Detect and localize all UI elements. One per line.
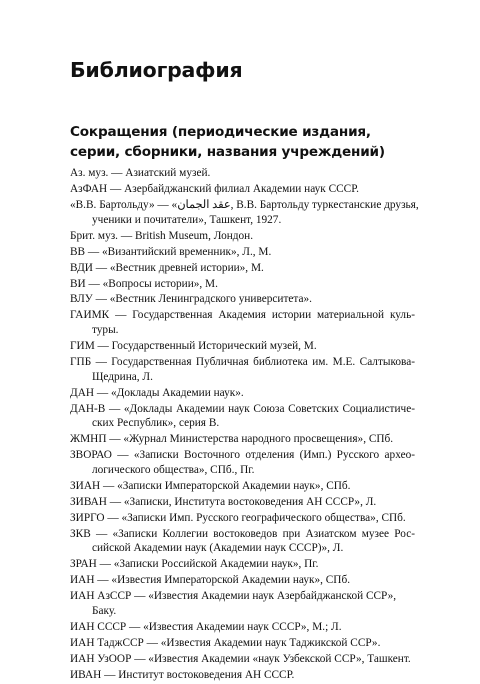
entry-line: ВИ — «Вопросы истории», М. — [70, 277, 218, 290]
entry-line: ДАН — «Доклады Академии наук». — [70, 386, 244, 399]
abbreviation-entry — [70, 620, 415, 635]
entry-line: ИАН — «Известия Императорской Академии наук», СПб. — [70, 574, 351, 587]
abbreviation-entry — [70, 479, 415, 494]
abbreviation-entry — [70, 166, 415, 181]
entry-line: Брит. муз. — British Museum, Лондон. — [70, 229, 254, 242]
abbreviation-entry — [70, 245, 415, 260]
entry-line: ЗВОРАО — «Записки Восточного отделения (Имп.) Русского археo- — [70, 449, 415, 462]
abbreviation-entry — [70, 527, 415, 556]
entry-line: «В.В. Бартольду» — «عقد الجمان, В.В. Бартольду туркестанские друзья, — [70, 198, 419, 211]
entry-line: ДАН-В — «Доклады Академии наук Союза Советских Социалистиче- — [70, 402, 415, 415]
abbreviation-entry — [70, 386, 415, 401]
entry-continuation-line: сийской Академии наук (Академии наук СССР)», Л. — [92, 542, 344, 555]
abbreviation-entry — [70, 448, 415, 477]
entry-line: ЖМНП — «Журнал Министерства народного просвещения», СПб. — [70, 433, 394, 446]
entry-line: ИАН АзССР — «Известия Академии наук Азербайджанской ССР», — [70, 590, 397, 603]
abbreviation-entry — [70, 589, 415, 618]
entry-line: ГИМ — Государственный Исторический музей, М. — [70, 340, 317, 353]
abbreviation-entry — [70, 652, 415, 667]
abbreviation-list — [70, 166, 419, 684]
abbreviation-entry — [70, 402, 415, 431]
entry-line: ВВ — «Византийский временник», Л., М. — [70, 245, 272, 258]
page-heading: Библиография — [70, 58, 243, 82]
abbreviation-entry — [70, 557, 415, 572]
abbreviation-entry — [70, 277, 415, 292]
abbreviation-entry — [70, 355, 415, 384]
abbreviation-entry — [70, 261, 415, 276]
entry-line: Аз. муз. — Азиатский музей. — [70, 167, 211, 179]
abbreviation-entry — [70, 292, 415, 307]
abbreviation-entry — [70, 668, 415, 683]
entry-line: АзФАН — Азербайджанский филиал Академии наук СССР. — [70, 182, 359, 195]
abbreviation-entry — [70, 229, 415, 244]
entry-line: ГПБ — Государственная Публичная библиотека им. М.Е. Салтыкова- — [70, 356, 415, 369]
abbreviation-entry — [70, 182, 415, 197]
abbreviation-entry — [70, 495, 415, 510]
abbreviation-entry — [70, 339, 415, 354]
entry-line: ВЛУ — «Вестник Ленинградского университета». — [70, 293, 312, 306]
entry-line: ЗРАН — «Записки Российской Академии наук», Пг. — [70, 558, 319, 571]
entry-continuation-line: логического общества», СПб., Пг. — [92, 463, 255, 476]
entry-continuation-line: ских Республик», серия В. — [92, 417, 220, 430]
entry-continuation-line: Баку. — [92, 604, 117, 617]
abbreviation-entry — [70, 308, 415, 337]
entry-line: ЗИАН — «Записки Императорской Академии наук», СПб. — [70, 479, 351, 492]
abbreviation-entry — [70, 198, 419, 227]
entry-continuation-line: ученики и почитатели», Ташкент, 1927. — [92, 213, 282, 226]
entry-line: ВДИ — «Вестник древней истории», М. — [70, 261, 264, 274]
abbreviation-entry — [70, 573, 415, 588]
abbreviation-entry — [70, 432, 415, 447]
entry-line: ИАН СССР — «Известия Академии наук СССР», М.; Л. — [70, 620, 342, 633]
entry-line: ЗИВАН — «Записки, Института востоковедения АН СССР», Л. — [70, 495, 377, 508]
entry-line: ИВАН — Институт востоковедения АН СССР. — [70, 668, 295, 681]
entry-line: ГАИМК — Государственная Академия истории материальной куль- — [70, 309, 415, 322]
entry-line: ЗКВ — «Записки Коллегии востоковедов при Азиатском музее Рос- — [70, 527, 415, 540]
entry-continuation-line: туры. — [92, 324, 119, 337]
entry-line: ЗИРГО — «Записки Имп. Русского географического общества», СПб. — [70, 511, 406, 524]
entry-line: ИАН ТаджССР — «Известия Академии наук Таджикской ССР». — [70, 636, 381, 649]
abbreviation-entry — [70, 636, 415, 651]
section-title: Сокращения (периодические издания, серии, сборники, названия учреждений) — [70, 124, 385, 160]
entry-line: ИАН УзООР — «Известия Академии «наук Узбекской ССР», Ташкент. — [70, 652, 411, 665]
entry-continuation-line: Щедрина, Л. — [92, 370, 153, 383]
abbreviation-entry — [70, 511, 415, 526]
